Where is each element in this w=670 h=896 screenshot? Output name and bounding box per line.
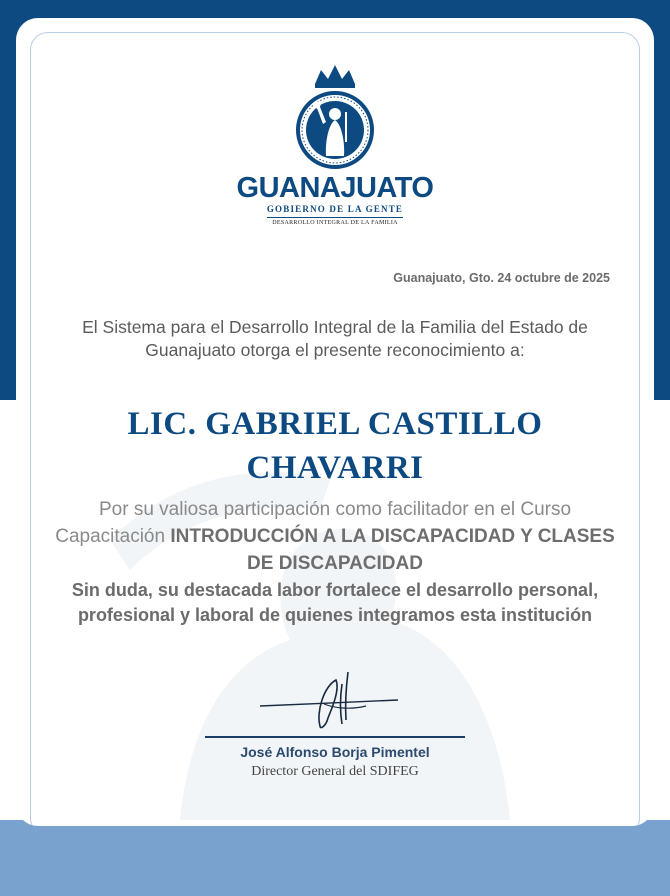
logo-divider [267,217,403,218]
issue-date: Guanajuato, Gto. 24 octubre de 2025 [393,271,610,285]
logo-subtitle-dif: DESARROLLO INTEGRAL DE LA FAMILIA [272,220,398,226]
logo-subtitle: GOBIERNO DE LA GENTE [266,204,404,214]
signature-icon [250,664,400,744]
recipient-name-line2: CHAVARRI [246,450,424,486]
recipient-name-line1: LIC. GABRIEL CASTILLO [127,406,543,442]
guanajuato-logo [0,62,670,226]
bottom-background-band [0,820,670,896]
seal-crown-icon [285,62,385,172]
signer-title: Director General del SDIFEG [251,764,419,779]
signer-name: José Alfonso Borja Pimentel [240,744,430,760]
intro-text: El Sistema para el Desarrollo Integral de la Familia del Estado de Guanajuato otorga el presente reconocimiento a: [82,317,588,360]
participation-text [55,496,615,577]
participation-prefix: Por su valiosa participación como facilitador en el Curso Capacitación [55,499,572,547]
recipient-name [60,402,610,490]
closing-text: Sin duda, su destacada labor fortalece el desarrollo personal, profesional y laboral de quienes integramos esta institución [71,580,599,625]
course-title: INTRODUCCIÓN A LA DISCAPACIDAD Y CLASES DE DISCAPACIDAD [170,526,615,574]
logo-wordmark: GUANAJUATO [236,172,434,204]
signature-line [205,736,465,738]
